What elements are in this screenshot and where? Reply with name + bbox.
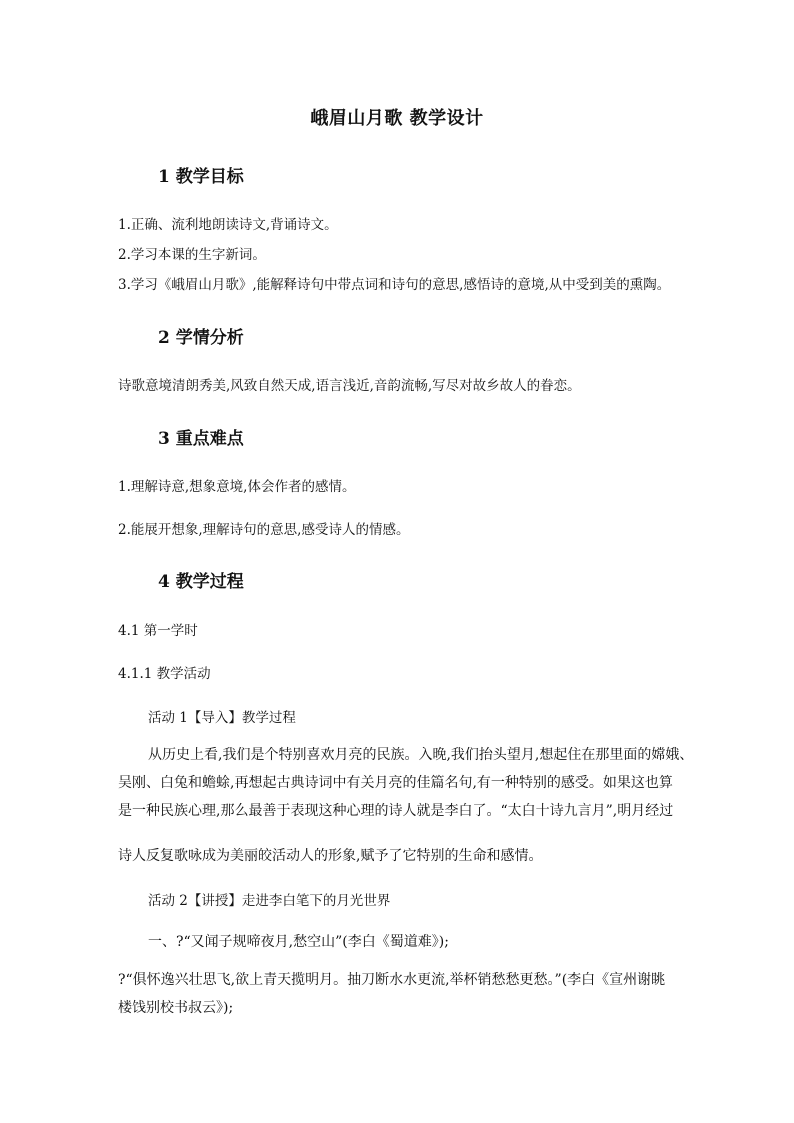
paragraph-line: 吴刚、白兔和蟾蜍,再想起古典诗词中有关月亮的佳篇名句,有一种特别的感受。如果这也算 (118, 775, 673, 791)
activity-1-label: 活动 1【导入】教学过程 (148, 710, 296, 726)
section-heading-process: 4 教学过程 (158, 572, 244, 592)
section-heading-key-points: 3 重点难点 (158, 429, 244, 449)
subheading-activities: 4.1.1 教学活动 (118, 666, 211, 682)
page-title: 峨眉山月歌 教学设计 (310, 108, 484, 129)
key-point-item: 2.能展开想象,理解诗句的意思,感受诗人的情感。 (118, 522, 410, 538)
section-heading-analysis: 2 学情分析 (158, 328, 244, 348)
analysis-text: 诗歌意境清朗秀美,风致自然天成,语言浅近,音韵流畅,写尽对故乡故人的眷恋。 (118, 378, 581, 394)
activity-2-label: 活动 2【讲授】走进李白笔下的月光世界 (148, 893, 391, 909)
subheading-first-lesson: 4.1 第一学时 (118, 623, 198, 639)
paragraph-line: 从历史上看,我们是个特别喜欢月亮的民族。入晚,我们抬头望月,想起住在那里面的嫦娥、 (148, 747, 694, 763)
objective-item: 2.学习本课的生字新词。 (118, 247, 266, 263)
key-point-item: 1.理解诗意,想象意境,体会作者的感情。 (118, 479, 356, 495)
paragraph-line: 是一种民族心理,那么最善于表现这种心理的诗人就是李白了。“太白十诗九言月”,明月经过 (118, 803, 674, 819)
quote-line: 一、?“又闻子规啼夜月,愁空山”(李白《蜀道难》); (148, 934, 449, 950)
objective-item: 3.学习《峨眉山月歌》,能解释诗句中带点词和诗句的意思,感悟诗的意境,从中受到美的熏陶。 (118, 277, 671, 293)
objective-item: 1.正确、流利地朗读诗文,背诵诗文。 (118, 217, 338, 233)
quote-line: ?“俱怀逸兴壮思飞,欲上青天揽明月。抽刀断水水更流,举杯销愁愁更愁。”(李白《宣州谢眺 (118, 972, 666, 988)
paragraph-line: 诗人反复歌咏成为美丽皎活动人的形象,赋予了它特别的生命和感情。 (118, 848, 543, 864)
section-heading-objectives: 1 教学目标 (158, 167, 244, 187)
quote-line: 楼饯别校书叔云》); (118, 1000, 234, 1016)
